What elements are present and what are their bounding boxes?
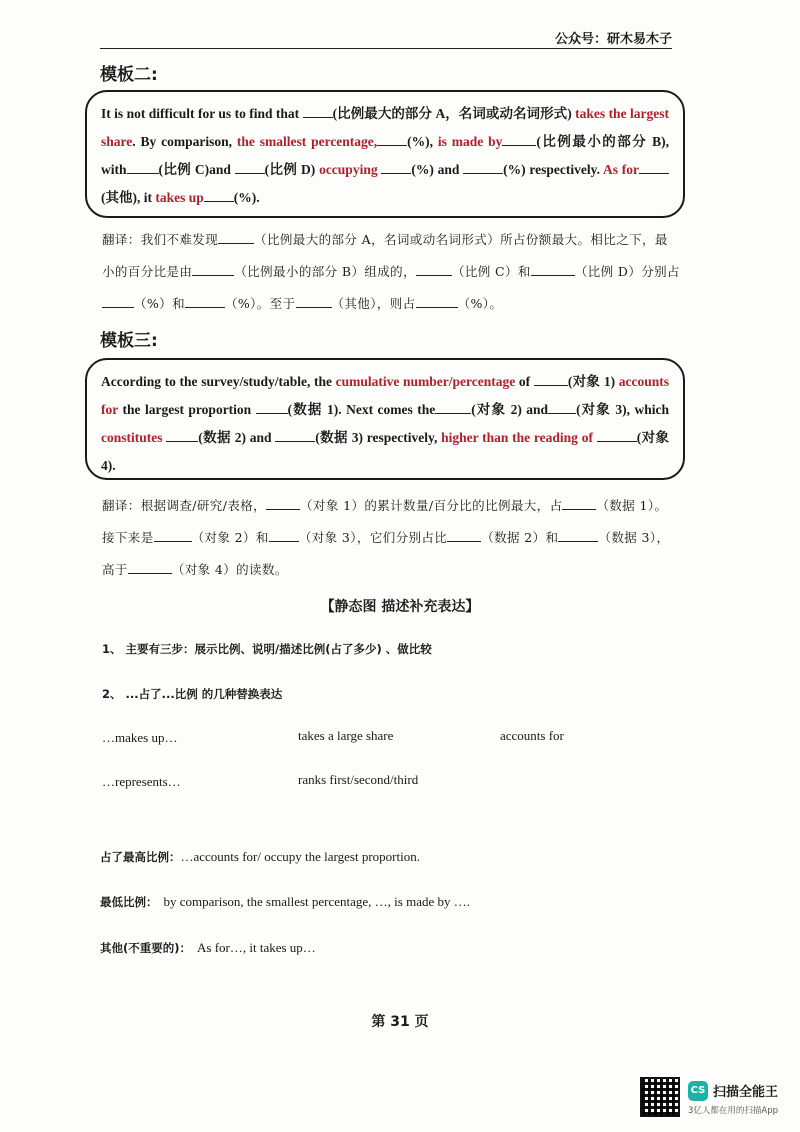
lowest-text: by comparison, the smallest percentage, …, is made by …. (163, 894, 471, 909)
point-1: 1、 主要有三步：展示比例、说明/描述比例(占了多少) 、做比较 (102, 642, 432, 656)
lowest-label: 最低比例： (100, 895, 158, 909)
lowest-line (100, 891, 470, 910)
highest-label: 占了最高比例： (100, 850, 181, 864)
qr-code-icon (640, 1077, 680, 1117)
page-number: 第 31 页 (371, 1014, 429, 1030)
expr-takes-large-share: takes a large share (298, 728, 394, 743)
template2-box-text: It is not difficult for us to find that (比例最大的部分 A，名词或动名词形式) takes the largest share. By comparison, the smallest percentage, (%), is made by (比例最小的部分 B), with (比例 C)and (比例 D) occupying (%) and (%) respectively. As for(其他), it takes up (%). (101, 106, 669, 205)
template3-box (85, 358, 685, 480)
camscanner-logo-icon: CS (688, 1081, 708, 1101)
template2-title: 模板二: (100, 65, 158, 85)
static-section-title: 【静态图 描述补充表达】 (320, 599, 480, 615)
app-name: 扫描全能王 (713, 1085, 779, 1100)
template3-title: 模板三: (100, 331, 158, 351)
highest-line (100, 846, 420, 865)
template2-translation: 翻译：我们不难发现 （比例最大的部分 A，名词或动名词形式）所占份额最大。相比之下，最小的百分比是由 （比例最小的部分 B）组成的， （比例 C）和 （比例 D）分别占（%）和 （%）。至于 （其他），则占 （%）。 (102, 232, 680, 311)
other-line (100, 937, 316, 956)
point-2: 2、 ...占了...比例 的几种替换表达 (102, 687, 283, 701)
other-label: 其他(不重要的)： (100, 941, 192, 955)
highest-text: …accounts for/ occupy the largest proportion. (180, 849, 420, 864)
template3-box-text: According to the survey/study/table, the cumulative number/percentage of (对象 1) accounts for the largest proportion (数据 1). Next comes the (对象 2) and (对象 3), which constitutes (数据 2) and (数据 3) respectively, higher than the reading of (对象 4). (101, 374, 670, 473)
expr-ranks: ranks first/second/third (298, 772, 419, 787)
other-text: As for…, it takes up… (197, 940, 316, 955)
expr-accounts-for: accounts for (500, 728, 564, 743)
header-account-label: 公众号：研木易木子 (554, 32, 672, 47)
header-divider (100, 48, 672, 49)
expr-makes-up: …makes up… (102, 730, 178, 745)
app-tagline: 3亿人都在用的扫描App (688, 1106, 779, 1116)
template2-box (85, 90, 685, 218)
template3-translation: 翻译：根据调查/研究/表格， （对象 1）的累计数量/百分比的比例最大，占 （数据 1）。接下来是 （对象 2）和 （对象 3），它们分别占比 （数据 2）和 （数据 3），高于 （对象 4）的读数。 (102, 498, 670, 577)
expr-represents: …represents… (102, 774, 181, 789)
